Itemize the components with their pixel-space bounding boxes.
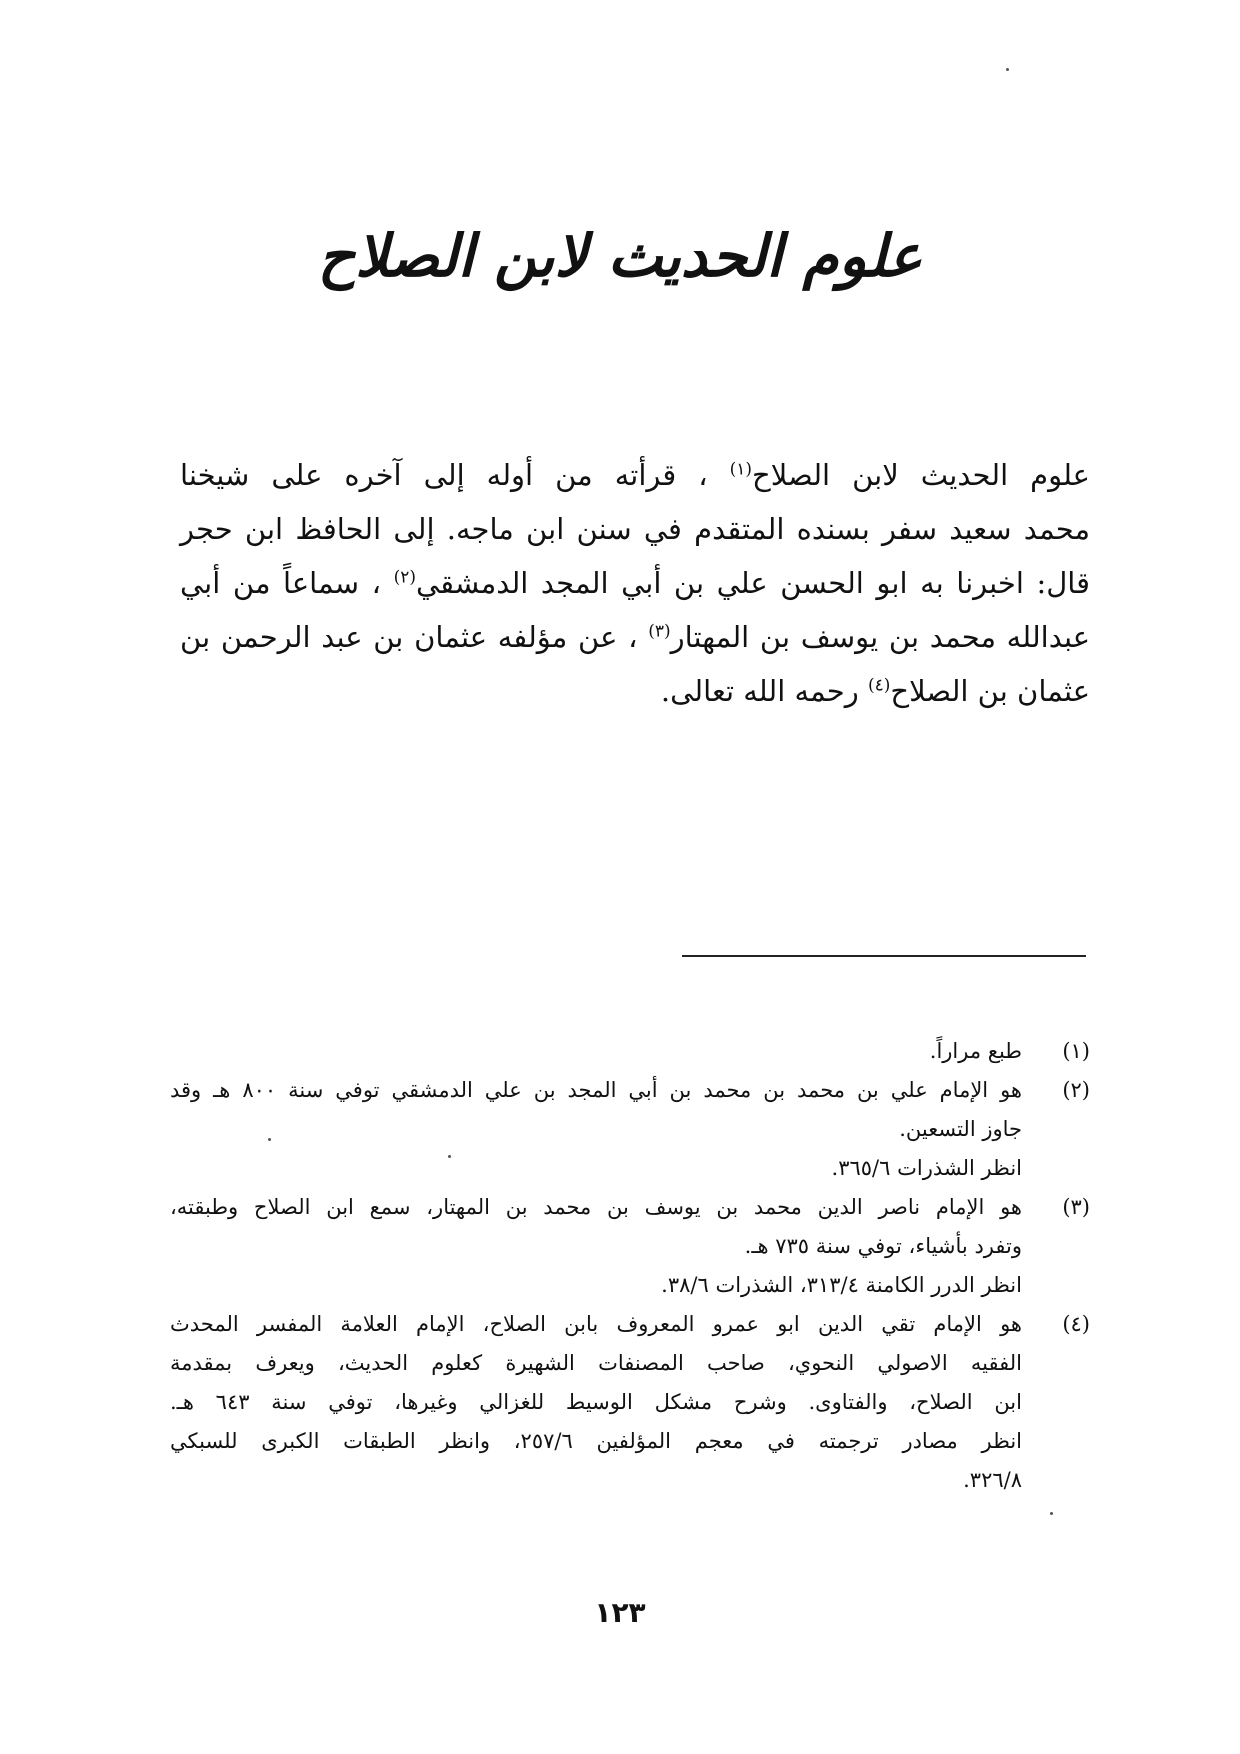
page-title: علوم الحديث لابن الصلاح	[317, 222, 923, 290]
footnote-ref: (١)	[729, 459, 753, 480]
footnote-separator	[682, 955, 1086, 957]
footnote-line: هو الإمام علي بن محمد بن محمد بن أبي المجد بن علي الدمشقي توفي سنة ٨٠٠ هـ وقد	[170, 1078, 1023, 1102]
footnote-line: هو الإمام تقي الدين ابو عمرو المعروف بابن الصلاح، الإمام العلامة المفسر المحدث	[170, 1312, 1022, 1336]
footnote-line: ٣٢٦/٨.	[963, 1468, 1022, 1492]
body-line-text: علوم الحديث لابن الصلاح	[752, 458, 1090, 492]
body-line-text: ، قرأته من أوله إلى آخره على شيخنا	[180, 458, 708, 492]
footnote-body	[170, 1188, 1022, 1305]
footnote-line: ابن الصلاح، والفتاوى. وشرح مشكل الوسيط للغزالي وغيرها، توفي سنة ٦٤٣ هـ.	[170, 1390, 1022, 1414]
footnote-line: جاوز التسعين.	[899, 1117, 1022, 1141]
footnote-number: (١)	[1062, 1039, 1090, 1063]
scan-speck	[1006, 68, 1009, 71]
footnote-line: انظر الدرر الكامنة ٣١٣/٤، الشذرات ٣٨/٦.	[661, 1273, 1022, 1297]
footnote-number: (٤)	[1062, 1312, 1090, 1336]
footnote-4	[170, 1305, 1090, 1500]
footnotes	[170, 1032, 1090, 1500]
scan-speck	[448, 1155, 451, 1158]
page-number: ١٢٣	[594, 1596, 646, 1629]
body-line-text: عبدالله محمد بن يوسف بن المهتار	[670, 620, 1091, 654]
footnote-line: الفقيه الاصولي النحوي، صاحب المصنفات الشهيرة كعلوم الحديث، ويعرف بمقدمة	[170, 1351, 1022, 1375]
footnote-ref: (٢)	[393, 567, 416, 588]
footnote-number: (٣)	[1062, 1195, 1090, 1219]
body-line-text: ، عن مؤلفه عثمان بن عبد الرحمن بن	[180, 620, 638, 654]
body-line	[180, 502, 1090, 556]
footnote-body	[170, 1032, 1022, 1071]
footnote-number: (٢)	[1062, 1078, 1090, 1102]
footnote-ref: (٤)	[867, 675, 891, 696]
footnote-3	[170, 1188, 1090, 1305]
body-line	[180, 448, 1090, 502]
footnote-2	[170, 1071, 1090, 1188]
body-line-text: قال: اخبرنا به ابو الحسن علي بن أبي المجد الدمشقي	[415, 566, 1090, 600]
footnote-line: انظر مصادر ترجمته في معجم المؤلفين ٢٥٧/٦، وانظر الطبقات الكبرى للسبكي	[170, 1429, 1022, 1453]
footnote-body	[170, 1071, 1022, 1188]
footnote-1	[170, 1032, 1090, 1071]
body-line	[180, 556, 1090, 610]
footnote-body	[170, 1305, 1022, 1500]
footnote-line: وتفرد بأشياء، توفي سنة ٧٣٥ هـ.	[744, 1234, 1022, 1258]
footnote-ref: (٣)	[648, 621, 671, 642]
body-line-text: محمد سعيد سفر بسنده المتقدم في سنن ابن ماجه. إلى الحافظ ابن حجر	[180, 512, 1090, 546]
footnote-line: طبع مراراً.	[929, 1039, 1022, 1063]
body-line	[180, 610, 1090, 664]
body-line-text: رحمه الله تعالى.	[660, 674, 859, 708]
body-paragraph	[180, 448, 1090, 718]
footnote-line: هو الإمام ناصر الدين محمد بن يوسف بن محمد بن المهتار، سمع ابن الصلاح وطبقته،	[170, 1195, 1022, 1219]
scan-speck	[1050, 1512, 1053, 1515]
scan-speck	[268, 1138, 271, 1141]
body-line	[180, 664, 1090, 718]
body-line-text: ، سماعاً من أبي	[180, 566, 381, 600]
footnote-line: انظر الشذرات ٣٦٥/٦.	[831, 1156, 1022, 1180]
body-line-text: عثمان بن الصلاح	[890, 674, 1090, 708]
